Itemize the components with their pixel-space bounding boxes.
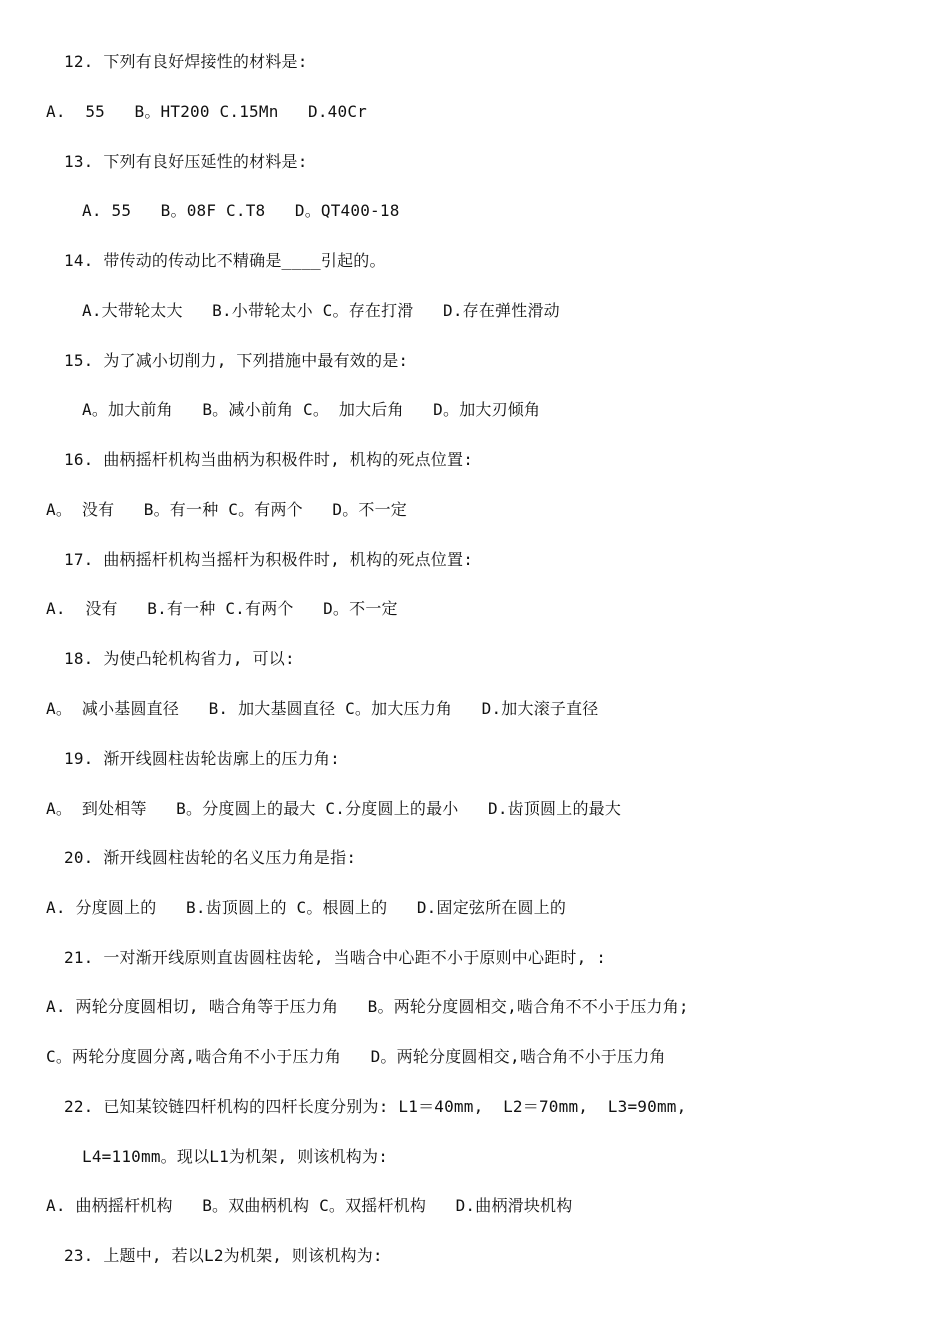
question-14-options: A.大带轮太大 B.小带轮太小 C。存在打滑 D.存在弹性滑动 <box>82 301 560 320</box>
question-18-options: A。 减小基圆直径 B. 加大基圆直径 C。加大压力角 D.加大滚子直径 <box>46 699 599 718</box>
question-17-stem: 17. 曲柄摇杆机构当摇杆为积极件时, 机构的死点位置: <box>64 550 474 569</box>
question-20-stem: 20. 渐开线圆柱齿轮的名义压力角是指: <box>64 848 357 867</box>
question-19-stem: 19. 渐开线圆柱齿轮齿廓上的压力角: <box>64 749 340 768</box>
question-15-options: A。加大前角 B。减小前角 C。 加大后角 D。加大刃倾角 <box>82 400 541 419</box>
question-21-stem: 21. 一对渐开线原则直齿圆柱齿轮, 当啮合中心距不小于原则中心距时, : <box>64 948 607 967</box>
question-21-options-cd: C。两轮分度圆分离,啮合角不小于压力角 D。两轮分度圆相交,啮合角不小于压力角 <box>46 1047 666 1066</box>
question-22-stem-continued: L4=110mm。现以L1为机架, 则该机构为: <box>82 1147 389 1166</box>
question-15-stem: 15. 为了减小切削力, 下列措施中最有效的是: <box>64 351 409 370</box>
question-23-stem: 23. 上题中, 若以L2为机架, 则该机构为: <box>64 1246 383 1265</box>
question-20-options: A. 分度圆上的 B.齿顶圆上的 C。根圆上的 D.固定弦所在圆上的 <box>46 898 567 917</box>
question-16-options: A。 没有 B。有一种 C。有两个 D。不一定 <box>46 500 407 519</box>
question-13-options: A. 55 B。08F C.T8 D。QT400-18 <box>82 201 400 220</box>
question-22-stem: 22. 已知某铰链四杆机构的四杆长度分别为: L1＝40mm, L2＝70mm, L3=90mm, <box>64 1097 687 1116</box>
question-14-stem: 14. 带传动的传动比不精确是____引起的。 <box>64 251 386 270</box>
question-12-stem: 12. 下列有良好焊接性的材料是: <box>64 52 308 71</box>
question-16-stem: 16. 曲柄摇杆机构当曲柄为积极件时, 机构的死点位置: <box>64 450 474 469</box>
question-18-stem: 18. 为使凸轮机构省力, 可以: <box>64 649 295 668</box>
question-13-stem: 13. 下列有良好压延性的材料是: <box>64 152 308 171</box>
question-19-options: A。 到处相等 B。分度圆上的最大 C.分度圆上的最小 D.齿顶圆上的最大 <box>46 799 622 818</box>
question-12-options: A. 55 B。HT200 C.15Mn D.40Cr <box>46 102 368 121</box>
question-21-options-ab: A. 两轮分度圆相切, 啮合角等于压力角 B。两轮分度圆相交,啮合角不不小于压力角; <box>46 997 689 1016</box>
question-22-options: A. 曲柄摇杆机构 B。双曲柄机构 C。双摇杆机构 D.曲柄滑块机构 <box>46 1196 573 1215</box>
question-17-options: A. 没有 B.有一种 C.有两个 D。不一定 <box>46 599 398 618</box>
